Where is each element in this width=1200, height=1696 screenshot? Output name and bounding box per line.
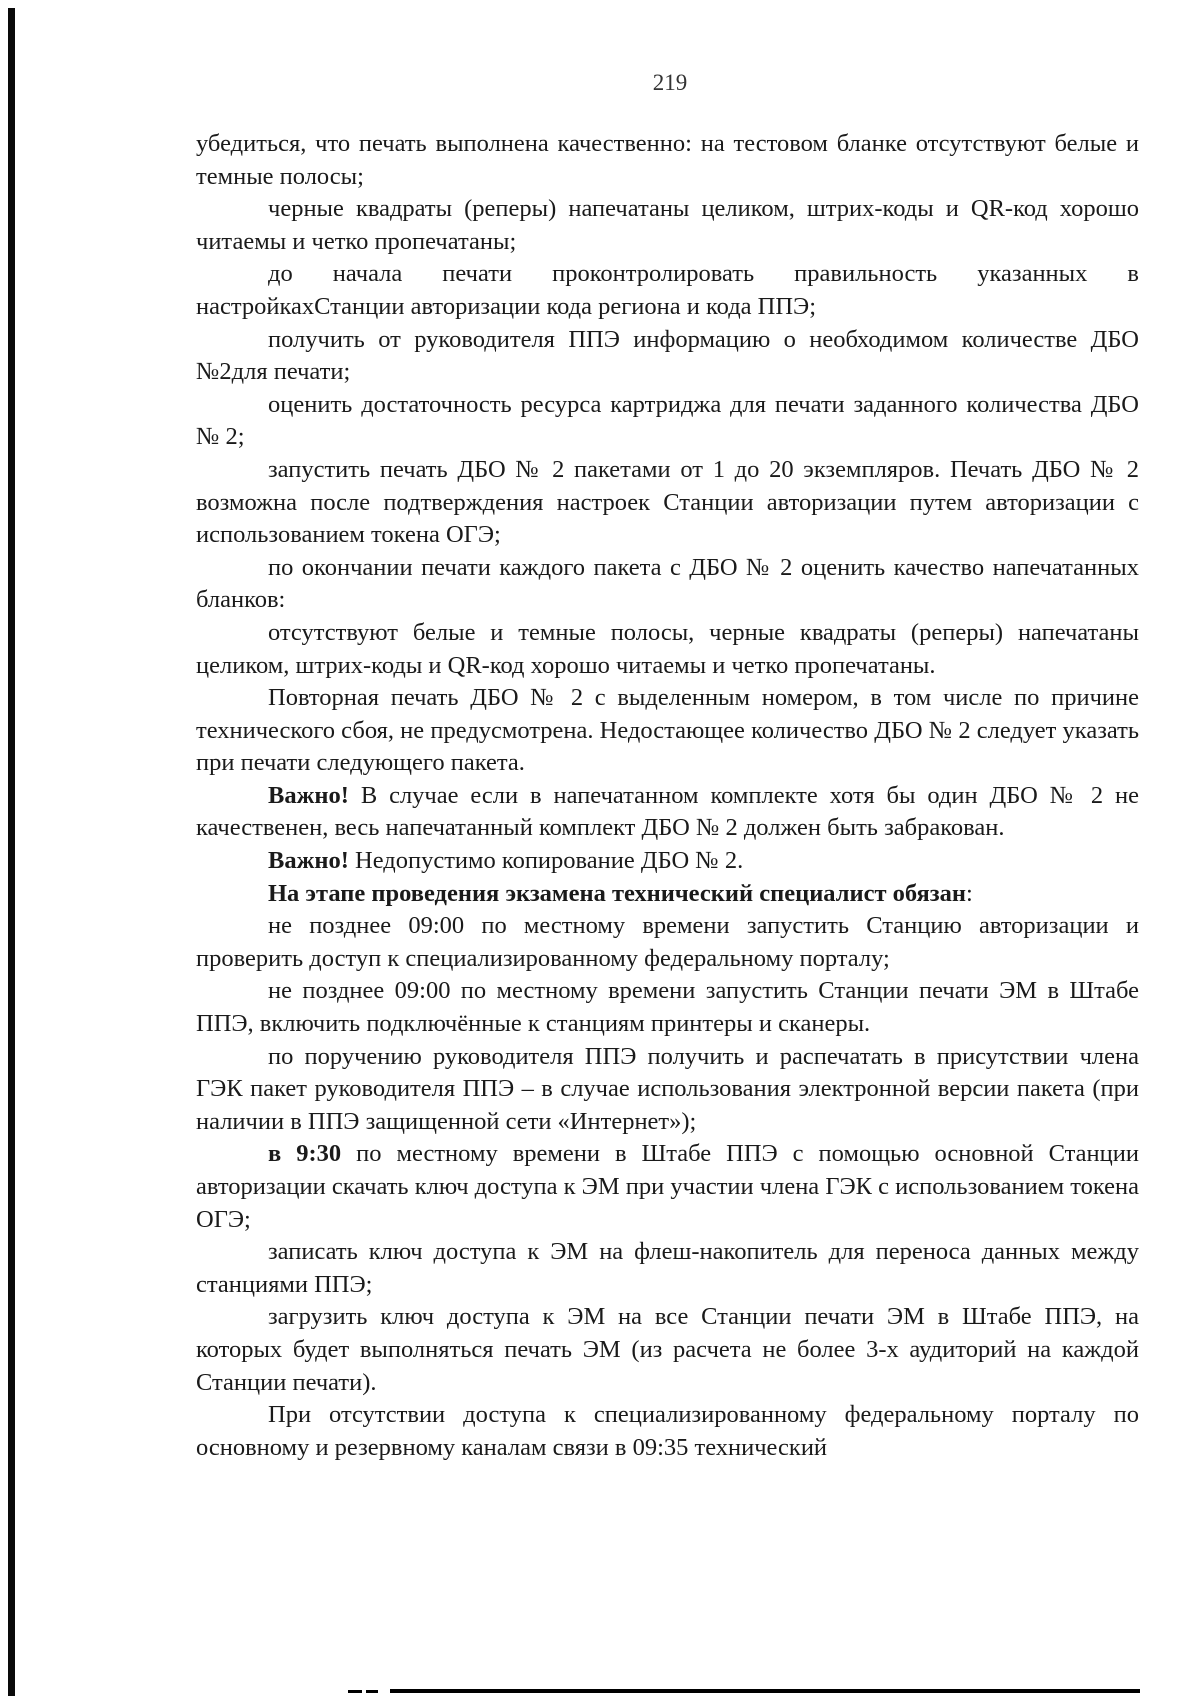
paragraph: черные квадраты (реперы) напечатаны целиком, штрих-коды и QR-код хорошо читаемы и четко пропечатаны;: [196, 195, 1139, 255]
paragraph: не позднее 09:00 по местному времени запустить Станции печати ЭМ в Штабе ППЭ, включить подключённые к станциям принтеры и сканеры.: [196, 977, 1139, 1038]
footer-dash: [348, 1690, 386, 1693]
paragraph: записать ключ доступа к ЭМ на флеш-накопитель для переноса данных между станциями ППЭ;: [196, 1238, 1139, 1298]
paragraph: не позднее 09:00 по местному времени запустить Станцию авторизации и проверить доступ к специализированному федеральному порталу;: [196, 912, 1139, 972]
important-note: Важно! В случае если в напечатанном комплекте хотя бы один ДБО № 2 не качественен, весь напечатанный комплект ДБО № 2 должен быть забракован.: [196, 781, 1139, 842]
scan-left-edge: [8, 8, 15, 1696]
section-heading: На этапе проведения экзамена технический специалист обязан:: [268, 879, 973, 907]
paragraph: Повторная печать ДБО № 2 с выделенным номером, в том числе по причине технического сбоя, не предусмотрена. Недостающее количество ДБО № 2 следует указать при печати следующего пакета.: [196, 684, 1139, 777]
document-body: [196, 128, 1139, 1464]
paragraph: При отсутствии доступа к специализированному федеральному порталу по основному и резервному каналам связи в 09:35 технический: [196, 1401, 1139, 1461]
footer-rule: [390, 1689, 1140, 1693]
paragraph: запустить печать ДБО № 2 пакетами от 1 до 20 экземпляров. Печать ДБО № 2 возможна после подтверждения настроек Станции авторизации путем авторизации с использованием токена ОГЭ;: [196, 455, 1139, 549]
paragraph: по окончании печати каждого пакета с ДБО № 2 оценить качество напечатанных бланков:: [196, 553, 1139, 614]
paragraph: оценить достаточность ресурса картриджа для печати заданного количества ДБО № 2;: [196, 390, 1139, 451]
time-label: в 9:30: [268, 1140, 342, 1168]
section-heading-text: На этапе проведения экзамена технический специалист обязан: [268, 879, 967, 907]
paragraph: загрузить ключ доступа к ЭМ на все Станции печати ЭМ в Штабе ППЭ, на которых будет выполняться печать ЭМ (из расчета не более 3-х аудиторий на каждой Станции печати).: [196, 1303, 1139, 1396]
important-label: Важно!: [268, 847, 349, 875]
paragraph: до начала печати проконтролировать правильность указанных в настройкахСтанции авторизации кода региона и кода ППЭ;: [196, 260, 1139, 320]
paragraph: убедиться, что печать выполнена качественно: на тестовом бланке отсутствуют белые и темные полосы;: [196, 130, 1139, 190]
paragraph: отсутствуют белые и темные полосы, черные квадраты (реперы) напечатаны целиком, штрих-коды и QR-код хорошо читаемы и четко пропечатаны.: [196, 618, 1139, 679]
important-label: Важно!: [268, 781, 349, 809]
paragraph: получить от руководителя ППЭ информацию о необходимом количестве ДБО №2для печати;: [196, 325, 1139, 386]
paragraph: по поручению руководителя ППЭ получить и распечатать в присутствии члена ГЭК пакет руководителя ППЭ – в случае использования электронной версии пакета (при наличии в ППЭ защищенной сети «Интернет»);: [196, 1042, 1139, 1135]
important-note: Важно! Недопустимо копирование ДБО № 2.: [268, 847, 744, 875]
paragraph: в 9:30 по местному времени в Штабе ППЭ с помощью основной Станции авторизации скачать ключ доступа к ЭМ при участии члена ГЭК с использованием токена ОГЭ;: [196, 1140, 1139, 1233]
page-number: 219: [652, 70, 688, 95]
